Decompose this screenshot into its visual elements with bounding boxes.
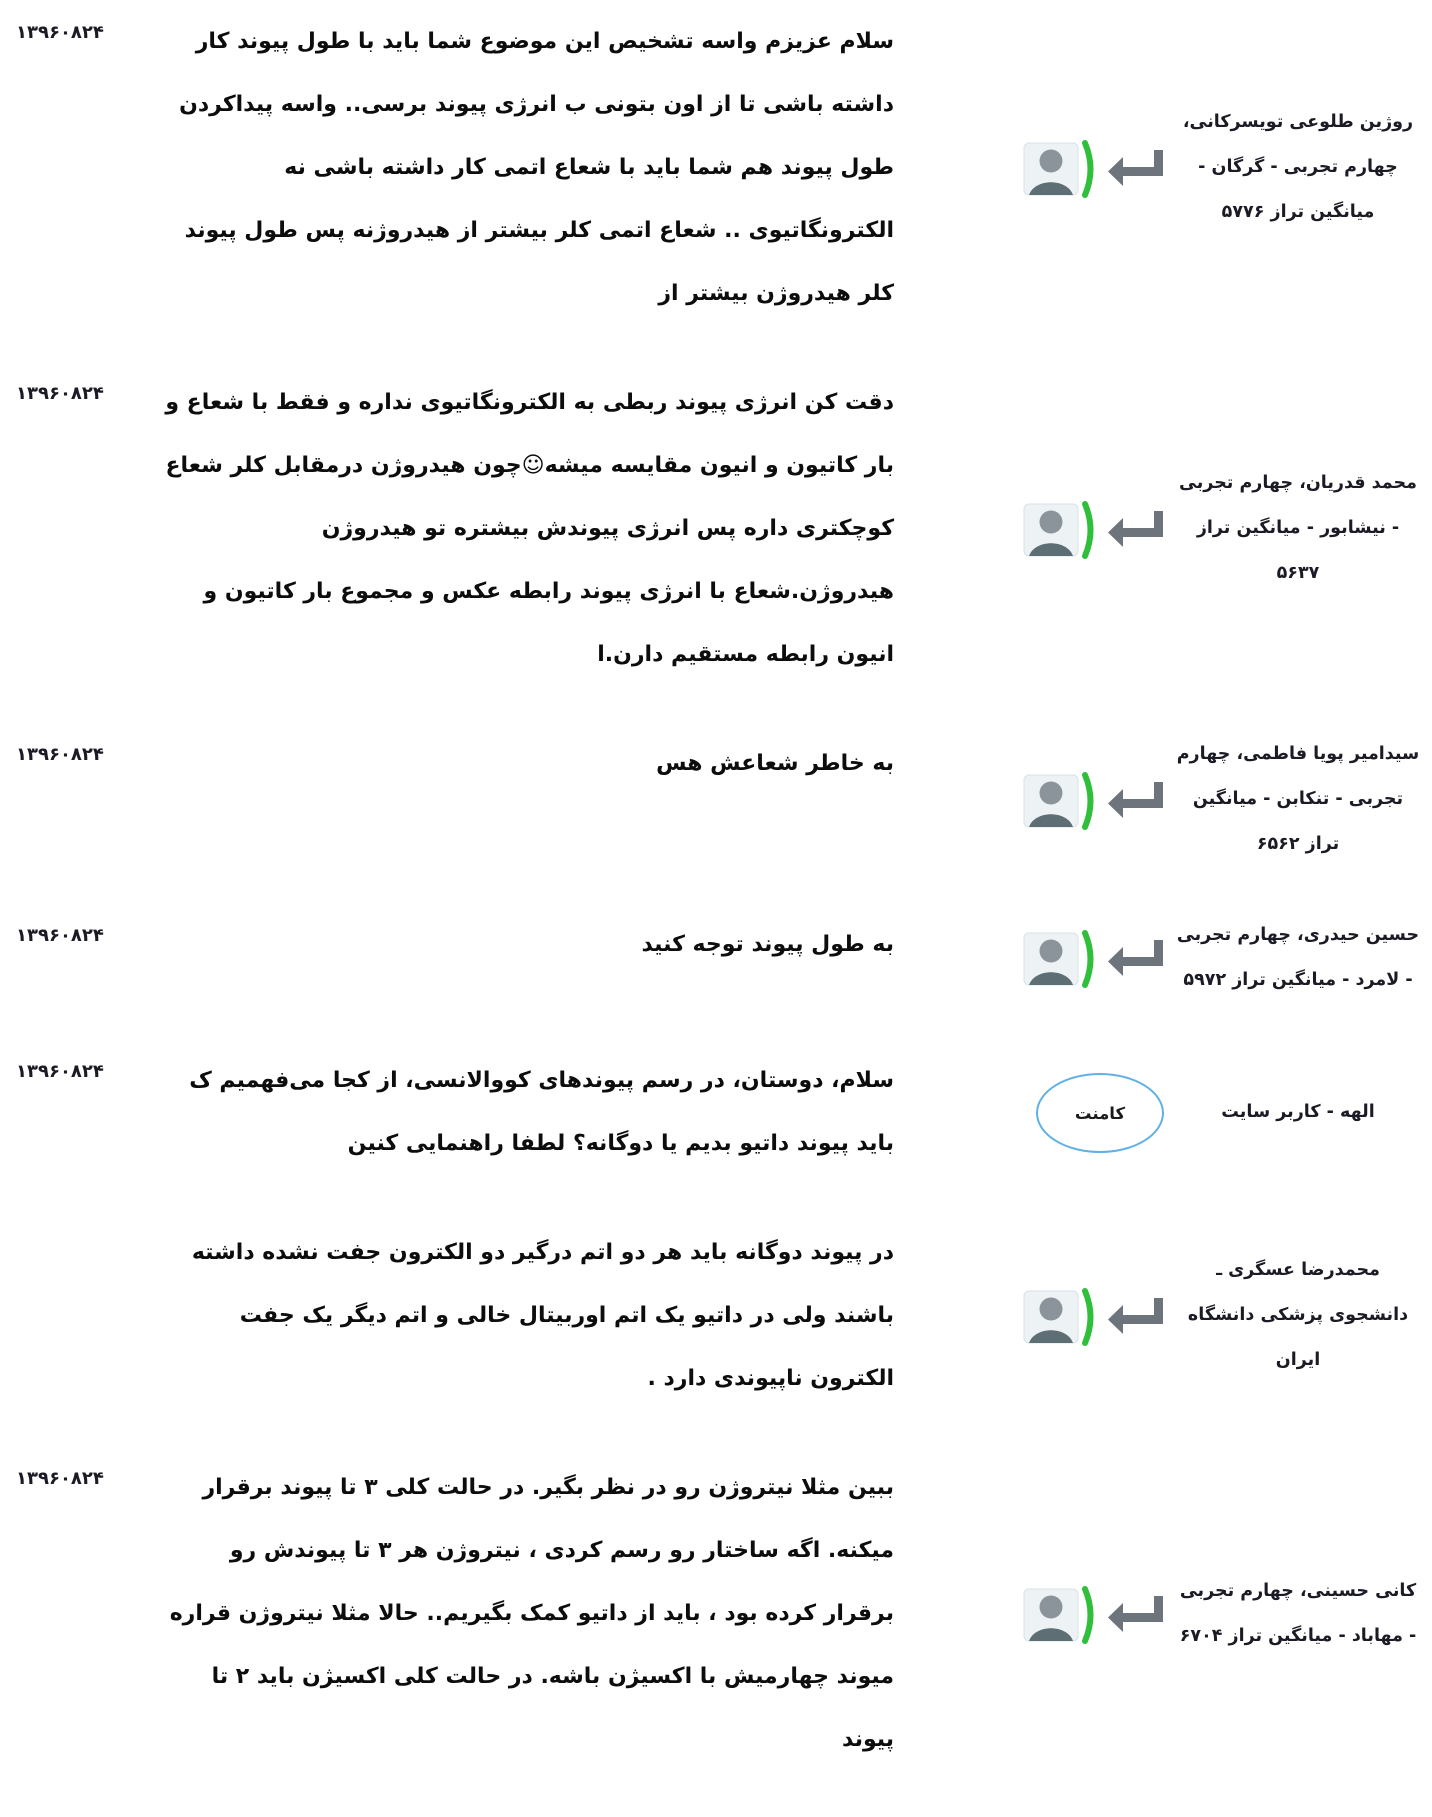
- comment-date: ۱۳۹۶۰۸۲۴: [16, 925, 104, 946]
- commenter-info: کانی حسینی، چهارم تجربی - مهاباد - میانگین تراز ۶۷۰۴: [1179, 1580, 1417, 1646]
- user-avatar-icon: [1023, 932, 1079, 986]
- comment-date: ۱۳۹۶۰۸۲۴: [16, 1468, 104, 1489]
- comment-icons: [972, 138, 1164, 198]
- comment-icons: [972, 928, 1164, 988]
- comment-date: ۱۳۹۶۰۸۲۴: [16, 383, 104, 404]
- comment-row: [0, 1456, 1432, 1771]
- commenter-info: روژین طلوعی تویسرکانی، چهارم تجربی - گرگان - میانگین تراز ۵۷۷۶: [1182, 112, 1414, 222]
- comment-date: ۱۳۹۶۰۸۲۴: [16, 22, 104, 43]
- comment-badge: کامنت: [1036, 1073, 1164, 1153]
- commenter-info: محمد قدریان، چهارم تجربی - نیشابور - میانگین تراز ۵۶۳۷: [1179, 473, 1417, 583]
- comment-text: در پیوند دوگانه باید هر دو اتم درگیر دو الکترون جفت نشده داشته باشند ولی در داتیو یک اتم اوربیتال خالی و اتم دیگر یک جفت الکترون ناپیوندی دارد .: [191, 1240, 894, 1391]
- commenter-info: سیدامیر پویا فاطمی، چهارم تجربی - تنکابن - میانگین تراز ۶۵۶۲: [1176, 744, 1420, 854]
- user-avatar-icon: [1023, 1290, 1079, 1344]
- comment-icons: [972, 1584, 1164, 1644]
- reply-arrow-icon[interactable]: [1108, 1296, 1164, 1338]
- comment-row: [0, 1049, 1432, 1175]
- comment-row: [0, 732, 1432, 867]
- comment-date: [0, 1221, 138, 1233]
- comment-text: ببین مثلا نیتروژن رو در نظر بگیر. در حالت کلی ۳ تا پیوند برقرار میکنه. اگه ساختار رو رسم کردی ، نیتروژن هر ۳ تا پیوندش رو برقرار کرده بود ، باید از داتیو کمک بگیریم.. حالا مثلا نیتروژن قراره میوند چهارمیش با اکسیژن باشه. در حالت کلی اکسیژن باید ۲ تا پیوند: [169, 1475, 894, 1752]
- comment-text: به خاطر شعاعش هس: [656, 751, 894, 776]
- comment-row: [0, 371, 1432, 686]
- user-avatar-icon: [1023, 503, 1079, 557]
- reply-arrow-icon[interactable]: [1108, 938, 1164, 980]
- green-bracket-icon: [1081, 772, 1096, 830]
- comment-text: سلام، دوستان، در رسم پیوندهای کووالانسی، از کجا می‌فهمیم ک باید پیوند داتیو بدیم یا دوگانه؟ لطفا راهنمایی کنین: [189, 1068, 894, 1156]
- comment-text: به طول پیوند توجه کنید: [641, 932, 894, 957]
- comment-text: سلام عزیزم واسه تشخیص این موضوع شما باید با طول پیوند کار داشته باشی تا از اون بتونی ب انرژی پیوند برسی.. واسه پیداکردن طول پیوند هم شما باید با شعاع اتمی کار داشته باشی نه الکترونگاتیوی .. شعاع اتمی کلر بیشتر از هیدروژنه پس طول پیوند کلر هیدروژن بیشتر از: [179, 29, 894, 306]
- commenter-info: محمدرضا عسگری ـ دانشجوی پزشکی دانشگاه ایران: [1187, 1260, 1409, 1370]
- comment-icons: [972, 770, 1164, 830]
- comment-row: [0, 1221, 1432, 1410]
- comment-row: [0, 913, 1432, 1003]
- reply-arrow-icon[interactable]: [1108, 148, 1164, 190]
- comment-text: دقت کن انرژی پیوند ربطی به الکترونگاتیوی نداره و فقط با شعاع و بار کاتیون و انیون مقایسه میشه☺چون هیدروژن درمقابل کلر شعاع کوچکتری داره پس انرژی پیوندش بیشتره تو هیدروژن هیدروژن.شعاع با انرژی پیوند رابطه عکس و مجموع بار کاتیون و انیون رابطه مستقیم دارن.ا: [165, 390, 894, 667]
- reply-arrow-icon[interactable]: [1108, 780, 1164, 822]
- green-bracket-icon: [1081, 930, 1096, 988]
- reply-arrow-icon[interactable]: [1108, 509, 1164, 551]
- user-avatar-icon: [1023, 142, 1079, 196]
- user-avatar-icon: [1023, 774, 1079, 828]
- green-bracket-icon: [1081, 140, 1096, 198]
- comment-icons: [972, 1286, 1164, 1346]
- commenter-info: حسین حیدری، چهارم تجربی - لامرد - میانگین تراز ۵۹۷۲: [1176, 925, 1420, 990]
- green-bracket-icon: [1081, 501, 1096, 559]
- comment-icons: [972, 499, 1164, 559]
- comment-date: ۱۳۹۶۰۸۲۴: [16, 744, 104, 765]
- commenter-info: الهه - کاربر سایت: [1221, 1101, 1375, 1122]
- comment-row: [0, 10, 1432, 325]
- comment-icons: [972, 1071, 1164, 1153]
- user-avatar-icon: [1023, 1588, 1079, 1642]
- green-bracket-icon: [1081, 1288, 1096, 1346]
- comment-date: ۱۳۹۶۰۸۲۴: [16, 1061, 104, 1082]
- reply-arrow-icon[interactable]: [1108, 1594, 1164, 1636]
- green-bracket-icon: [1081, 1586, 1096, 1644]
